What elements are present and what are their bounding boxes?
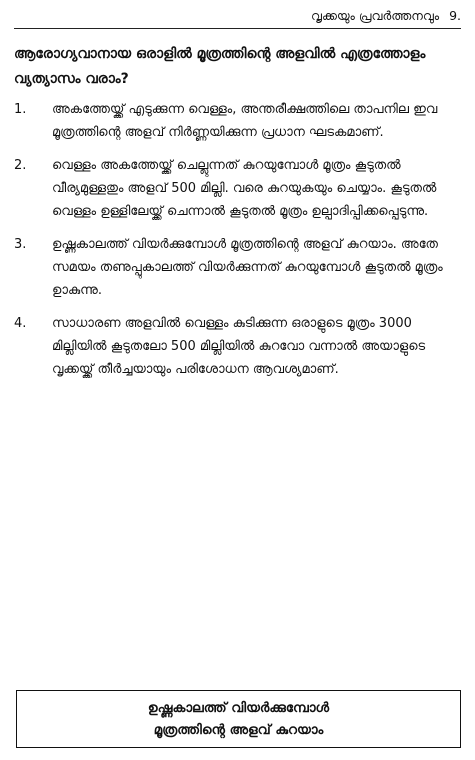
item-number: 4. [14, 316, 27, 331]
item-text: അകത്തേയ്ക്ക് എടുക്കുന്ന വെള്ളം, അന്തരീക്ഷത്തിലെ താപനില ഇവ മൂത്രത്തിന്റെ അളവ് നിർണ്ണയിക്കുന്ന പ്രധാന ഘടകമാണ്. [52, 102, 438, 140]
item-number: 3. [14, 237, 27, 252]
list-item [14, 98, 463, 144]
item-number: 1. [14, 102, 27, 117]
running-header [14, 6, 461, 29]
answer-list [14, 98, 463, 391]
question-heading: ആരോഗ്യവാനായ ഒരാളിൽ മൂത്രത്തിന്റെ അളവിൽ എത്രത്തോളം വ്യത്യാസം വരാം? [14, 46, 426, 87]
item-text: സാധാരണ അളവിൽ വെള്ളം കുടിക്കുന്ന ഒരാളുടെ മൂത്രം 3000 മില്ലിയിൽ കൂടുതലോ 500 മില്ലിയിൽ കുറവോ വന്നാൽ അയാളുടെ വൃക്കയ്ക്ക് തീർച്ചയായും പരിശോധന ആവശ്യമാണ്. [52, 316, 426, 377]
list-item [14, 154, 463, 223]
item-text: ഉഷ്ണകാലത്ത് വിയർക്കുമ്പോൾ മൂത്രത്തിന്റെ അളവ് കുറയാം. അതേ സമയം തണുപ്പുകാലത്ത് വിയർക്കുന്നത് കുറയുമ്പോൾ കൂടുതൽ മൂത്രം ഉാകുന്നു. [52, 237, 443, 298]
list-item [14, 233, 463, 302]
callout-line-1: ഉഷ്ണകാലത്ത് വിയർക്കുമ്പോൾ [147, 700, 330, 716]
page-number: 9. [449, 8, 461, 23]
callout-line-2: മൂത്രത്തിന്റെ അളവ് കുറയാം [153, 722, 324, 738]
running-title: വൃക്കയും പ്രവർത്തനവും [310, 8, 440, 23]
item-text: വെള്ളം അകത്തേയ്ക്ക് ചെല്ലുന്നത് കുറയുമ്പോൾ മൂത്രം കൂടുതൽ വീര്യമുള്ളതും അളവ് 500 മില്ലി. വരെ കുറയുകയും ചെയ്യാം. കൂടുതൽ വെള്ളം ഉള്ളിലേയ്ക്ക് ചെന്നാൽ കൂടുതൽ മൂത്രം ഉല്പാദിപ്പിക്കപ്പെടുന്നു. [52, 158, 437, 219]
item-number: 2. [14, 158, 27, 173]
list-item [14, 312, 463, 381]
boxed-callout [16, 690, 461, 748]
